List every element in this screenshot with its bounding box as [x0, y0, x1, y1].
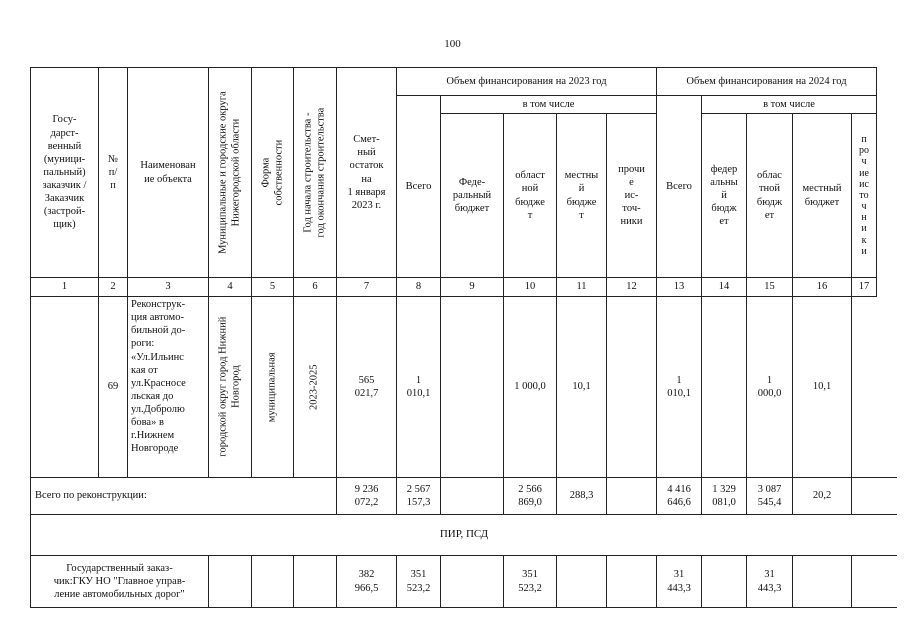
colnum-12: 12 [626, 281, 637, 293]
header-local-2024: местный бюджет [802, 183, 842, 208]
header-num: № п/ п [107, 153, 119, 192]
header-ownership-text: Форма собственности [259, 139, 284, 206]
header-ownership [252, 68, 293, 277]
header-estimated-balance: Смет- ный остаток на 1 января 2023 г. [347, 134, 386, 211]
page-number: 100 [444, 38, 461, 50]
header-local-2023: местны й бюдже т [564, 170, 599, 221]
rule-b-440 [440, 555, 441, 607]
customer-regional-2024: 31 443,3 [757, 569, 782, 594]
total-estimated-balance: 9 236 072,2 [354, 483, 379, 508]
row69-total-2023: 1 010,1 [406, 374, 431, 399]
customer-estimated-balance: 382 966,5 [354, 569, 379, 594]
header-federal-2024: федер альны й бюдж ет [710, 163, 738, 228]
colnum-3: 3 [165, 281, 171, 293]
row69-total-2024: 1 010,1 [667, 374, 691, 399]
colnum-1: 1 [61, 281, 68, 293]
header-customer: Госу- дарст- венный (муници- пальный) заказчик / Заказчик (застрой- щик) [42, 114, 87, 231]
row69-num: 69 [107, 381, 119, 393]
colnum-10: 10 [524, 281, 536, 293]
row69-years [294, 297, 336, 477]
colnum-17: 17 [858, 281, 870, 293]
colnum-5: 5 [269, 281, 276, 293]
section-title: ПИР, ПСД [439, 528, 489, 541]
total-federal-2024: 1 329 081,0 [712, 483, 736, 508]
rule-b-792 [792, 555, 793, 607]
header-financing-2023: Объем финансирования на 2023 год [446, 75, 607, 87]
rule-b-556 [556, 555, 557, 607]
header-years [294, 68, 336, 277]
total-total-2024: 4 416 646,6 [667, 483, 691, 508]
row69-local-2023: 10,1 [572, 381, 591, 393]
total-local-2023: 288,3 [569, 490, 594, 502]
colnum-14: 14 [718, 281, 730, 293]
total-regional-2024: 3 087 545,4 [757, 483, 782, 508]
total-total-2023: 2 567 157,3 [406, 483, 431, 508]
header-years-text: Год начала строительства - год окончания строительства [302, 107, 327, 238]
header-other-2023: прочи е ис- точ- ники [618, 163, 645, 228]
customer-total-2024: 31 443,3 [667, 569, 691, 594]
customer-label: Государственный заказ- чик:ГКУ НО "Главное управ- ление автомобильных дорог" [53, 562, 186, 601]
rule-b-701 [701, 555, 702, 607]
header-object-name: Наименован ие объекта [140, 160, 196, 185]
total-regional-2023: 2 566 869,0 [518, 483, 542, 508]
rule-b-293 [293, 555, 294, 607]
colnum-8: 8 [415, 281, 422, 293]
header-total-2023: Всего [405, 180, 432, 192]
rule-bottom [30, 607, 897, 608]
total-local-2024: 20,2 [812, 490, 832, 502]
header-other-2024: п ро ч ие ис то ч н и к и [859, 133, 869, 257]
row69-estimated-balance: 565 021,7 [354, 374, 379, 399]
header-district-text: Муниципальные и городские округа Нижегородской области [217, 91, 241, 254]
rule-right-header [876, 67, 877, 296]
row69-district-text: городской округ город Нижний Новгород [217, 317, 242, 457]
row69-district [209, 297, 251, 477]
customer-regional-2023: 351 523,2 [518, 569, 542, 594]
rule-b-208 [208, 555, 209, 607]
row69-object-name: Реконструк- ция автомо- бильной до- роги: «Ул.Ильинс кая от ул.Красносе льская до ул.Добролю бова» в г.Нижнем Новгороде [131, 299, 186, 455]
colnum-2: 2 [110, 281, 116, 293]
header-financing-2024: Объем финансирования на 2024 год [686, 75, 847, 87]
colnum-16: 16 [816, 281, 828, 293]
row69-ownership-text: муниципальная [266, 352, 278, 422]
customer-total-2023: 351 523,2 [406, 569, 431, 594]
header-including-2023: в том числе [522, 98, 575, 110]
rule-b-251 [251, 555, 252, 607]
row69-ownership [252, 297, 293, 477]
rule-b-851 [851, 555, 852, 607]
colnum-6: 6 [312, 281, 318, 293]
header-regional-2023: област ной бюдже т [515, 170, 545, 221]
header-regional-2024: облас тной бюдж ет [756, 170, 783, 221]
header-including-2024: в том числе [763, 98, 815, 110]
colnum-7: 7 [363, 281, 370, 293]
rule-b-606 [606, 555, 607, 607]
total-label: Всего по реконструкции: [35, 490, 147, 502]
colnum-15: 15 [764, 281, 775, 293]
colnum-4: 4 [227, 281, 233, 293]
header-federal-2023: Феде- ральный бюджет [452, 176, 492, 215]
colnum-11: 11 [576, 281, 587, 293]
colnum-13: 13 [673, 281, 685, 293]
header-district [209, 68, 251, 277]
colnum-9: 9 [469, 281, 475, 293]
header-total-2024: Всего [666, 180, 692, 192]
row69-regional-2023: 1 000,0 [514, 381, 546, 393]
row69-years-text: 2023-2025 [308, 364, 320, 410]
row69-regional-2024: 1 000,0 [757, 374, 782, 399]
row69-local-2024: 10,1 [812, 381, 832, 393]
